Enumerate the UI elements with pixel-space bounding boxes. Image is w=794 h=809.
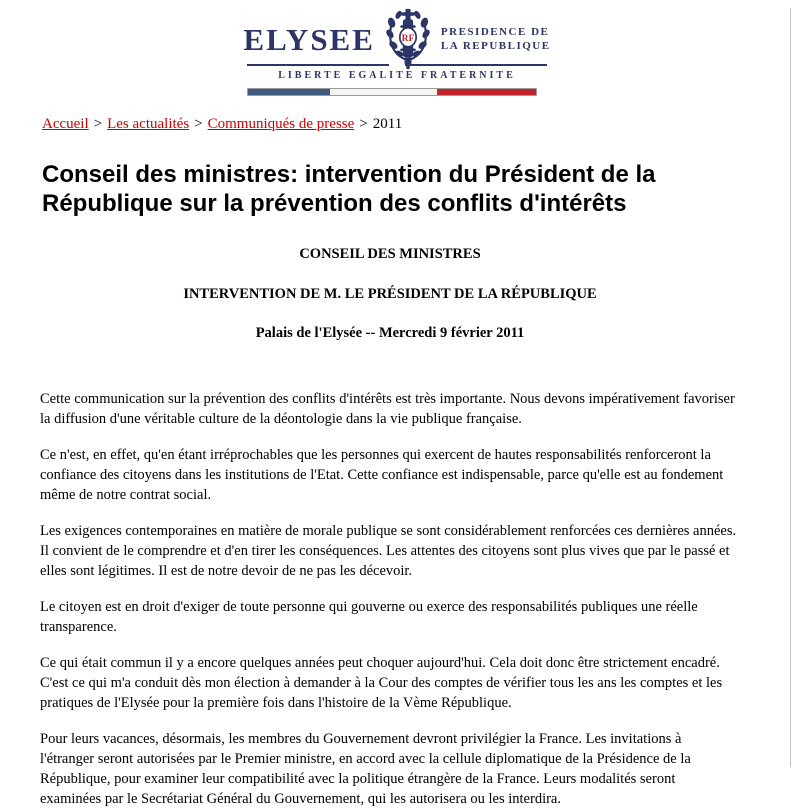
paragraph: Les exigences contemporaines en matière de morale publique se sont considérablement renforcées ces dernières années. Il convient de le comprendre et d'en tirer les conséquences. Les attentes des citoyens sont plus vives que par le passé et elles sont légitimes. Il est de notre devoir de ne pas les décevoir. <box>40 522 737 579</box>
paragraph: Ce qui était commun il y a encore quelques années peut choquer aujourd'hui. Cela doit donc être strictement encadré. C'est ce qui m'a conduit dès mon élection à demander à la Cour des comptes de vérifier tous les ans les comptes et les pratiques de l'Elysée pour la première fois dans l'histoire de la Vème République. <box>40 654 723 711</box>
paragraph: Ce n'est, en effet, qu'en étant irréprochables que les personnes qui exercent de hautes responsabilités renforceront la confiance des citoyens dans les institutions de l'Etat. Cette confiance est indispensable, parce qu'elle est au fondement même de notre contrat social. <box>40 446 724 503</box>
breadcrumb-link-communiques[interactable]: Communiqués de presse <box>207 116 355 132</box>
breadcrumb-link-accueil[interactable]: Accueil <box>42 116 89 132</box>
motto-text: LIBERTE EGALITE FRATERNITE <box>278 70 516 81</box>
emblem-rf-monogram: RF <box>401 34 415 45</box>
breadcrumb-link-actualites[interactable]: Les actualités <box>107 116 190 132</box>
subtitle-line-1: PRESIDENCE DE <box>440 25 550 38</box>
flag-blue-segment <box>248 89 330 95</box>
article-headings <box>40 246 740 342</box>
heading-conseil-des-ministres: CONSEIL DES MINISTRES <box>299 245 481 262</box>
flag-white-segment <box>330 89 437 95</box>
breadcrumb-separator: > <box>194 116 203 132</box>
elysee-wordmark: ELYSEE <box>243 21 375 57</box>
french-republic-emblem-icon <box>382 8 434 70</box>
tricolor-flag-bar <box>247 88 537 96</box>
paragraph: Cette communication sur la prévention des conflits d'intérêts est très importante. Nous devons impérativement favoriser la diffusion d'une véritable culture de la déontologie dans la vie publique française. <box>40 390 735 427</box>
presidence-subtitle <box>441 25 551 54</box>
breadcrumb <box>42 116 794 133</box>
logo-row <box>243 8 551 70</box>
article-body <box>40 389 738 809</box>
elysee-masthead <box>243 8 551 96</box>
paragraph: Pour leurs vacances, désormais, les membres du Gouvernement devront privilégier la France. Les invitations à l'étranger seront autorisées par le Premier ministre, en accord avec la cellule diplomatique de la Présidence de la République, pour examiner leur compatibilité avec la politique étrangère de la France. Leurs modalités seront examinées par le Secrétariat Général du Gouvernement, qui les autorisera ou les interdira. <box>40 730 691 807</box>
subtitle-line-2: LA REPUBLIQUE <box>440 40 551 52</box>
paragraph: Le citoyen est en droit d'exiger de toute personne qui gouverne ou exerce des responsabilités publiques une réelle transparence. <box>40 598 698 635</box>
window-right-edge <box>790 8 791 767</box>
breadcrumb-current-2011: 2011 <box>372 116 403 132</box>
breadcrumb-separator: > <box>359 116 368 132</box>
flag-red-segment <box>437 89 536 95</box>
page-title: Conseil des ministres: intervention du Président de la République sur la prévention des conflits d'intérêts <box>42 161 656 218</box>
dateline: Palais de l'Elysée -- Mercredi 9 février 2011 <box>255 324 525 341</box>
breadcrumb-separator: > <box>93 116 103 132</box>
heading-intervention-president: INTERVENTION DE M. LE PRÉSIDENT DE LA RÉPUBLIQUE <box>183 285 597 302</box>
